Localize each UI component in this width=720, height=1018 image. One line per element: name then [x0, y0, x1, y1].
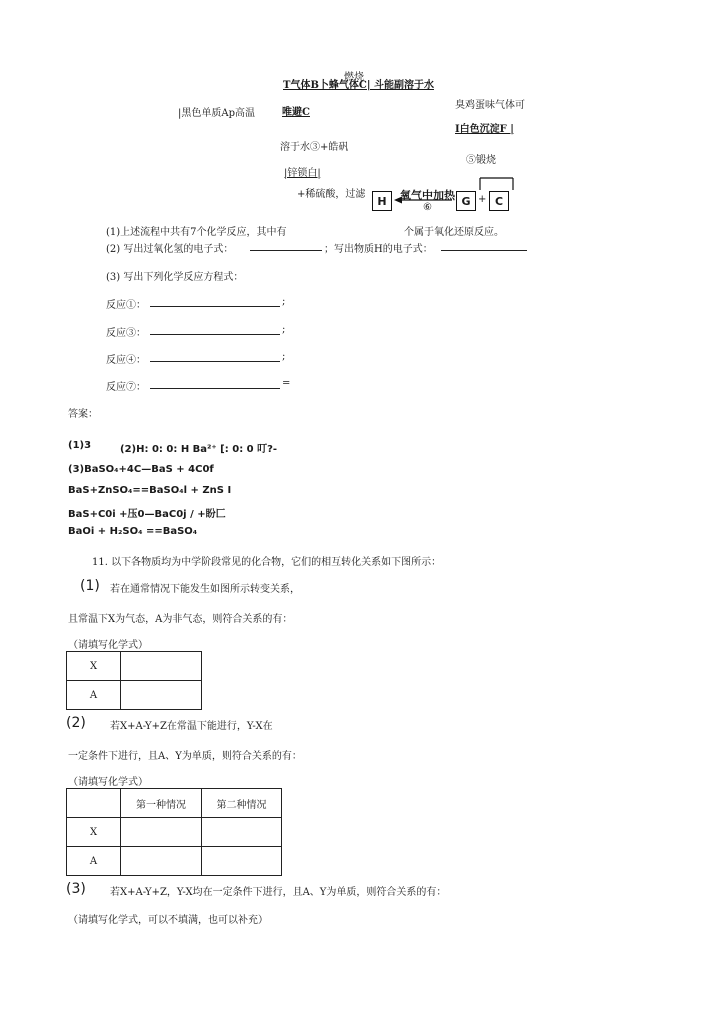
diagram-calcine-label: ⑤锻烧 — [466, 155, 496, 166]
table-1-cell[interactable] — [121, 681, 202, 710]
box-g: G — [456, 191, 476, 211]
problem-11-part-3-text: 若X+A-Y+Z，Y-X均在一定条件下进行，且A、Y为单质，则符合关系的有： — [110, 887, 447, 898]
reaction-1-blank[interactable] — [150, 306, 280, 307]
box-c: C — [489, 191, 509, 211]
diagram-plus: + — [478, 194, 487, 205]
table-2-row-label: A — [67, 847, 121, 876]
q1-text-a: (1)上述流程中共有7个化学反应，其中有 — [106, 227, 287, 238]
problem-11-part-2-text: 若X+A-Y+Z在常温下能进行，Y-X在 — [110, 721, 273, 732]
answer-2: (2)H: 0: 0: H Ba²⁺ [: 0: 0 叮?- — [120, 444, 278, 455]
table-2-cell[interactable] — [202, 847, 282, 876]
problem-11-part-1-number: (1) — [80, 578, 100, 594]
table-2-header: 第一种情况 — [121, 789, 202, 818]
q2-text-a: (2) 写出过氧化氢的电子式： — [106, 244, 234, 255]
reaction-4-blank[interactable] — [150, 361, 280, 362]
problem-11-part-2-number: (2) — [66, 715, 86, 731]
table-1-row-label: X — [67, 652, 121, 681]
diagram-dissolve-label: 溶于水③+皓矾 — [280, 142, 349, 153]
reaction-3-end: ; — [282, 324, 286, 335]
answer-5: BaS+C0i +压0—BaC0j / +盼匚 — [68, 509, 226, 520]
table-2 — [66, 788, 282, 876]
diagram-arrow-label: 氧气中加热 — [400, 189, 455, 202]
table-2-header: 第二种情况 — [202, 789, 282, 818]
diagram-top-line: T气体B卜蜂气体C| 斗能副溶于水 — [283, 80, 434, 91]
q1-text-b: 个属于氧化还原反应。 — [404, 227, 504, 238]
table-1 — [66, 651, 202, 710]
reaction-7-blank[interactable] — [150, 388, 280, 389]
reaction-1-end: ; — [282, 296, 286, 307]
fill-hint-2: （请填写化学式） — [68, 777, 148, 788]
diagram-circle-label: ⑥ — [423, 202, 432, 213]
problem-11-part-1-text-2: 且常温下X为气态，A为非气态，则符合关系的有： — [68, 614, 293, 625]
diagram-right-label-2: I白色沉淀F | — [455, 124, 514, 135]
problem-11-intro: 11. 以下各物质均为中学阶段常见的化合物，它们的相互转化关系如下图所示： — [92, 557, 442, 568]
diagram-left-label: |黑色单质Ap高温 — [178, 108, 255, 119]
reaction-3-label: 反应③： — [106, 328, 146, 339]
diagram-right-label: 臭鸡蛋味气体可 — [455, 100, 525, 111]
answer-4: BaS+ZnSO₄==BaSO₄l + ZnS I — [68, 485, 232, 496]
table-1-cell[interactable] — [121, 652, 202, 681]
reaction-3-blank[interactable] — [150, 334, 280, 335]
diagram-left-label-2: 唯避C — [282, 107, 310, 118]
diagram-burn-label: 燃烧 — [344, 72, 364, 83]
fill-hint-1: （请填写化学式） — [68, 640, 148, 651]
reaction-4-end: ; — [282, 351, 286, 362]
table-2-corner — [67, 789, 121, 818]
table-2-row-label: X — [67, 818, 121, 847]
reaction-4-label: 反应④： — [106, 355, 146, 366]
q3-text: (3) 写出下列化学反应方程式： — [106, 272, 244, 283]
answer-1: (1)3 — [68, 440, 92, 451]
box-h: H — [372, 191, 392, 211]
fill-hint-3: （请填写化学式，可以不填满，也可以补充） — [68, 915, 268, 926]
table-2-cell[interactable] — [121, 818, 202, 847]
table-2-cell[interactable] — [202, 818, 282, 847]
q2-blank-1[interactable] — [250, 250, 322, 251]
diagram-acid-label: +稀硫酸，过滤 — [297, 189, 366, 200]
q2-blank-2[interactable] — [441, 250, 527, 251]
table-1-row-label: A — [67, 681, 121, 710]
answer-6: BaOi + H₂SO₄ ==BaSO₄ — [68, 526, 198, 537]
problem-11-part-3-number: (3) — [66, 881, 86, 897]
answer-label: 答案： — [68, 409, 98, 420]
reaction-7-label: 反应⑦： — [106, 382, 146, 393]
reaction-1-label: 反应①： — [106, 300, 146, 311]
q2-text-b: ；写出物质H的电子式： — [324, 244, 433, 255]
table-2-cell[interactable] — [121, 847, 202, 876]
diagram-barium-label: |锌锁白| — [284, 168, 321, 179]
reaction-7-end: = — [282, 378, 291, 389]
problem-11-part-1-text: 若在通常情况下能发生如图所示转变关系， — [110, 584, 300, 595]
problem-11-part-2-text-2: 一定条件下进行，且A、Y为单质，则符合关系的有： — [68, 751, 302, 762]
answer-3: (3)BaSO₄+4C—BaS + 4C0f — [68, 464, 214, 475]
